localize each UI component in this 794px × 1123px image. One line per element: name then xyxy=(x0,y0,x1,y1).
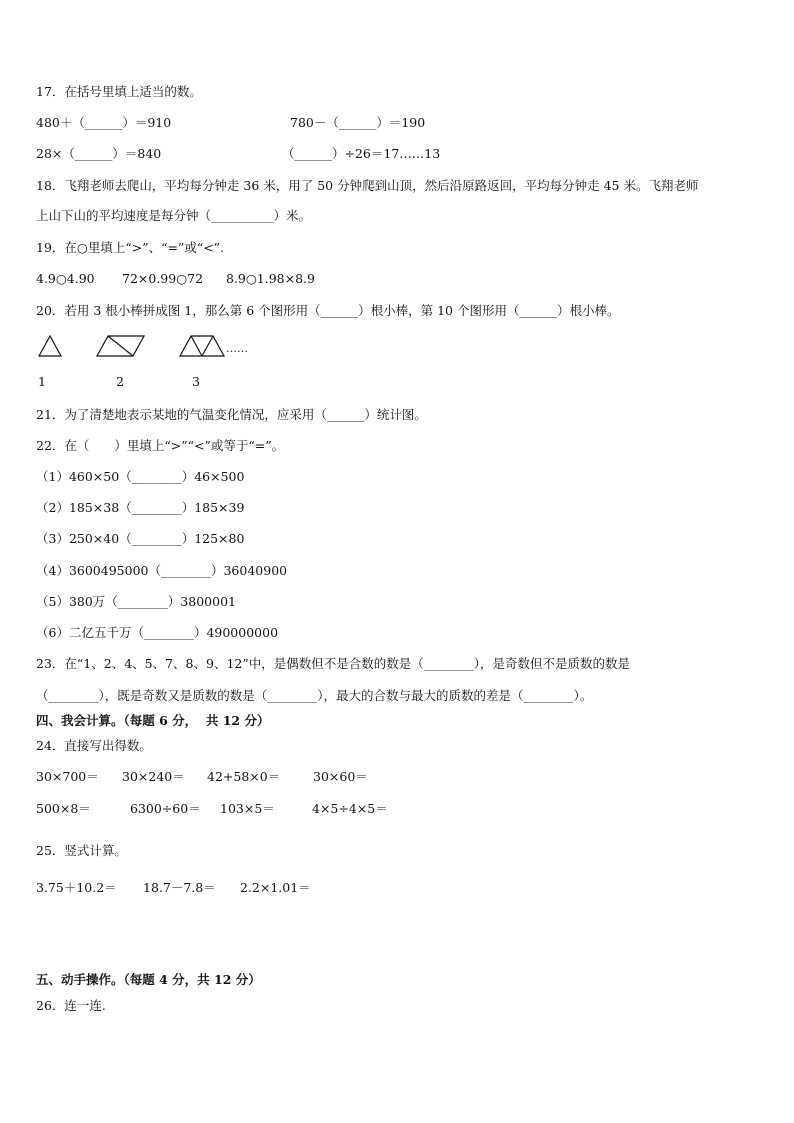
figure-2-diagonal xyxy=(108,336,133,356)
q24-item-6: 6300÷60＝ xyxy=(130,801,201,816)
question-17-title: 17．在括号里填上适当的数。 xyxy=(36,84,202,99)
figure-1-triangle xyxy=(39,336,61,356)
figure-label-3: 3 xyxy=(192,374,200,389)
q24-item-3: 42+58×0＝ xyxy=(207,769,281,784)
question-22-title: 22．在（ ）里填上“>”“<”或等于“=”。 xyxy=(36,438,285,453)
figure-label-1: 1 xyxy=(38,374,46,389)
question-23-line-2: （________），既是奇数又是质数的数是（________），最大的合数与最大的质数的差是（________）。 xyxy=(36,688,593,703)
q22-item-6: （6）二亿五千万（________）490000000 xyxy=(36,625,279,640)
q22-item-2: （2）185×38（________）185×39 xyxy=(36,500,245,515)
q19-item-2: 72×0.99○72 xyxy=(122,271,204,286)
q24-item-1: 30×700＝ xyxy=(36,769,99,784)
question-25-title: 25．竖式计算。 xyxy=(36,843,127,858)
question-18-line-2: 上山下山的平均速度是每分钟（__________）米。 xyxy=(36,208,312,223)
figure-label-2: 2 xyxy=(116,374,124,389)
figure-3-trapezoid xyxy=(180,336,224,356)
q17-equation-1: 480＋（______）＝910 xyxy=(36,115,172,130)
question-19-title: 19．在○里填上“>”、“=”或“<”. xyxy=(36,240,225,255)
stick-figures xyxy=(36,333,276,363)
question-21-title: 21．为了清楚地表示某地的气温变化情况，应采用（______）统计图。 xyxy=(36,407,427,422)
q24-item-8: 4×5÷4×5＝ xyxy=(312,801,388,816)
question-26-title: 26．连一连. xyxy=(36,998,106,1013)
q22-item-5: （5）380万（________）3800001 xyxy=(36,594,236,609)
q24-item-4: 30×60＝ xyxy=(313,769,368,784)
q24-item-7: 103×5＝ xyxy=(220,801,275,816)
figure-3-stick-b xyxy=(202,336,213,356)
q19-item-1: 4.9○4.90 xyxy=(36,271,95,286)
q22-item-3: （3）250×40（________）125×80 xyxy=(36,531,245,546)
q17-equation-3: 28×（______）＝840 xyxy=(36,146,162,161)
q22-item-4: （4）3600495000（________）36040900 xyxy=(36,563,288,578)
question-23-line-1: 23．在“1、2、4、5、7、8、9、12”中，是偶数但不是合数的数是（________），是奇数但不是质数的数是 xyxy=(36,656,631,671)
q19-item-3: 8.9○1.98×8.9 xyxy=(226,271,315,286)
section-4-heading: 四、我会计算。（每题 6 分， 共 12 分） xyxy=(36,713,270,728)
q24-item-5: 500×8＝ xyxy=(36,801,91,816)
q25-item-1: 3.75＋10.2＝ xyxy=(36,880,117,895)
question-24-title: 24．直接写出得数。 xyxy=(36,738,152,753)
q22-item-1: （1）460×50（________）46×500 xyxy=(36,469,245,484)
question-18-line-1: 18．飞翔老师去爬山，平均每分钟走 36 米，用了 50 分钟爬到山顶，然后沿原路返回，平均每分钟走 45 米。飞翔老师 xyxy=(36,178,699,193)
figures-ellipsis: …… xyxy=(226,342,248,355)
q17-equation-4: （______）÷26＝17……13 xyxy=(282,146,441,161)
figure-3-stick-a xyxy=(191,336,202,356)
question-20-title: 20．若用 3 根小棒拼成图 1，那么第 6 个图形用（______）根小棒，第 10 个图形用（______）根小棒。 xyxy=(36,303,620,318)
section-5-heading: 五、动手操作。（每题 4 分，共 12 分） xyxy=(36,972,261,987)
q25-item-2: 18.7－7.8＝ xyxy=(143,880,216,895)
q17-equation-2: 780－（______）＝190 xyxy=(290,115,426,130)
q24-item-2: 30×240＝ xyxy=(122,769,185,784)
q25-item-3: 2.2×1.01＝ xyxy=(240,880,311,895)
